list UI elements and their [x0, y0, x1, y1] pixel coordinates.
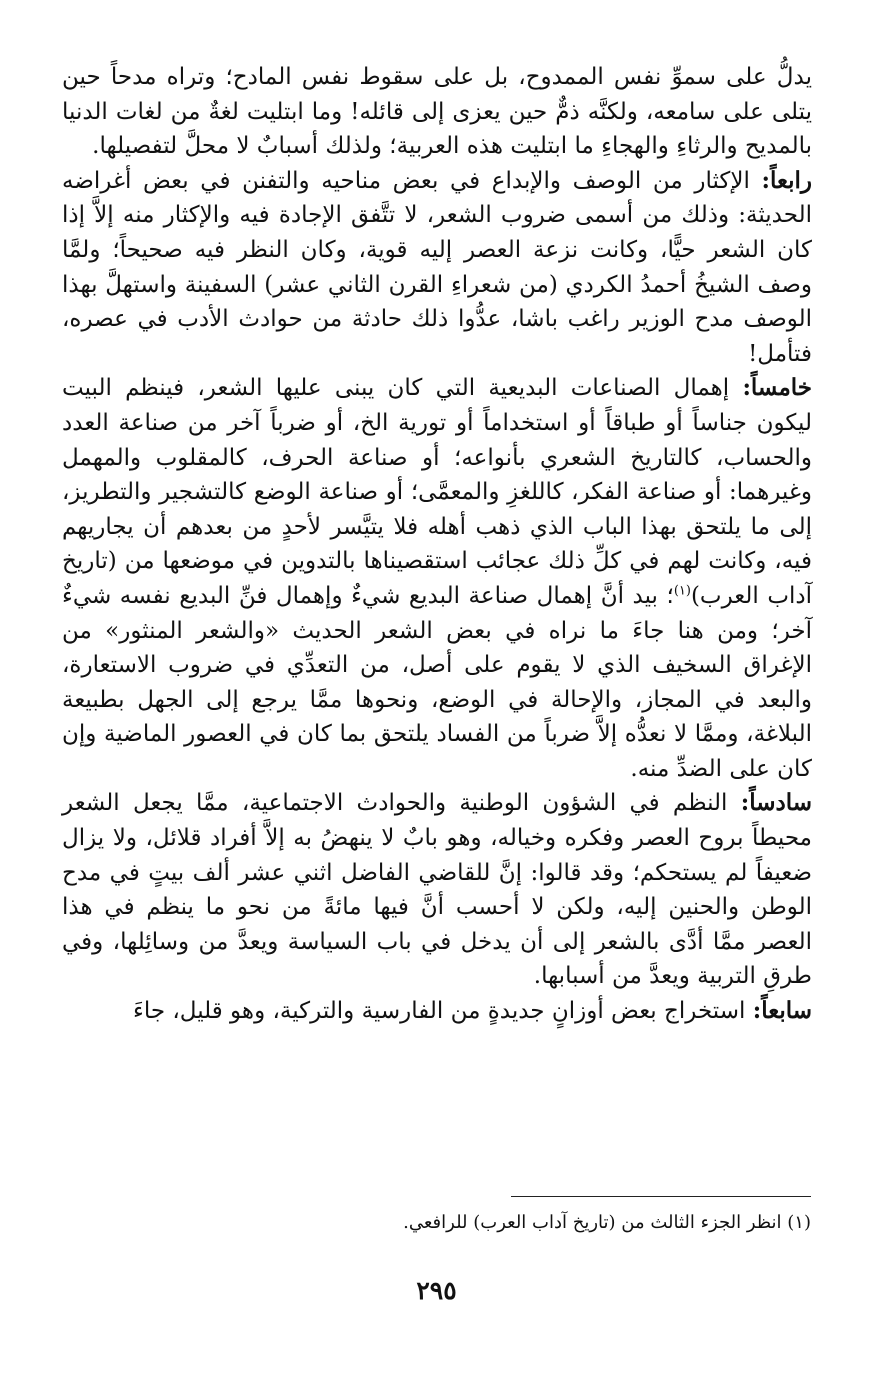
footnote-separator	[511, 1196, 811, 1197]
page-body	[62, 60, 812, 1029]
paragraph-fourth	[62, 164, 812, 372]
paragraph-seventh	[62, 994, 812, 1029]
paragraph-text: النظم في الشؤون الوطنية والحوادث الاجتماعية، ممَّا يجعل الشعر محيطاً بروح العصر وفكره وخياله، وهو بابٌ لا ينهضُ به إلاَّ أفراد قلائل، ولا يزال ضعيفاً لم يستحكم؛ وقد قالوا: إنَّ للقاضي الفاضل اثني عشر ألف بيتٍ في مدح الوطن والحنين إليه، ولكن لا أحسب أنَّ فيها مائةً من نحو ما ينظم في هذا العصر ممَّا أدَّى بالشعر إلى أن يدخل في باب السياسة ويعدَّ من وسائِلها، وفي طرقِ التربية ويعدَّ من أسبابها.	[62, 790, 812, 990]
paragraph-sixth	[62, 786, 812, 994]
paragraph-fifth	[62, 371, 812, 786]
paragraph-lead-fifth: خامساً:	[742, 374, 812, 402]
paragraph-text: إهمال الصناعات البديعية التي كان يبنى عليها الشعر، فينظم البيت ليكون جناساً أو طباقاً أو استخداماً أو تورية الخ، أو ضرباً آخر من صناعة العدد والحساب، كالتاريخ الشعري بأنواعه؛ أو صناعة الحرف، كالمقلوب والمهمل وغيرهما: أو صناعة الفكر، كاللغزِ والمعمَّى؛ أو صناعة الوضع كالتشجير والتطريز، إلى ما يلتحق بهذا الباب الذي ذهب أهله فلا يتيَّسر لأحدٍ من بعدهم أن يجاريهم فيه، وكانت لهم في كلِّ ذلك عجائب استقصيناها بالتدوين في موضعها من (تاريخ آداب العرب)	[62, 375, 813, 609]
paragraph-text: الإكثار من الوصف والإبداع في بعض مناحيه والتفنن في بعض أغراضه الحديثة: وذلك من أسمى ضروب الشعر، لا تتَّفق الإجادة فيه والإكثار منه إلاَّ إذا كان الشعر حيًّا، وكانت نزعة العصر إليه قوية، وكان النظر فيه صحيحاً؛ ولمَّا وصف الشيخُ أحمدُ الكردي (من شعراءِ القرن الثاني عشر) السفينة واستهلَّ بهذا الوصف مدح الوزير راغب باشا، عدُّوا ذلك حادثة من حوادث الأدب في عصره، فتأمل!	[62, 167, 812, 367]
footnote: (١) انظر الجزء الثالث من (تاريخ آداب العرب) للرافعي.	[403, 1212, 811, 1233]
page-number: ٢٩٥	[416, 1276, 457, 1305]
paragraph-lead-fourth: رابعاً:	[761, 166, 812, 194]
paragraph-lead-sixth: سادساً:	[740, 789, 812, 817]
paragraph-continuation	[62, 60, 812, 164]
paragraph-text: استخراج بعض أوزانٍ جديدةٍ من الفارسية والتركية، وهو قليل، جاءَ	[133, 998, 753, 1025]
paragraph-text: ؛ بيد أنَّ إهمال صناعة البديع شيءٌ وإهمال فنِّ البديع نفسه شيءٌ آخر؛ ومن هنا جاءَ ما نراه في بعض الشعر الحديث «والشعر المنثور» من الإغراق السخيف الذي لا يقوم على أصل، من التعدِّي في ضروب الاستعارة، والبعد في المجاز، والإحالة في الوضع، ونحوها ممَّا يرجع إلى الجهل بطبيعة البلاغة، وممَّا لا نعدُّه إلاَّ ضرباً من الفساد يلتحق بما كان في العصور الماضية وإن كان على الضدِّ منه.	[62, 582, 812, 782]
paragraph-text: يدلُّ على سموِّ نفس الممدوح، بل على سقوط نفس المادح؛ وتراه مدحاً حين يتلى على سامعه، ولكنَّه ذمٌّ حين يعزى إلى قائله! وما ابتليت لغةٌ من لغات الدنيا بالمديح والرثاءِ والهجاءِ ما ابتليت هذه العربية؛ ولذلك أسبابٌ لا محلَّ لتفصيلها.	[62, 64, 812, 160]
footnote-marker[interactable]: (١)	[673, 583, 691, 599]
paragraph-lead-seventh: سابعاً:	[752, 997, 812, 1025]
